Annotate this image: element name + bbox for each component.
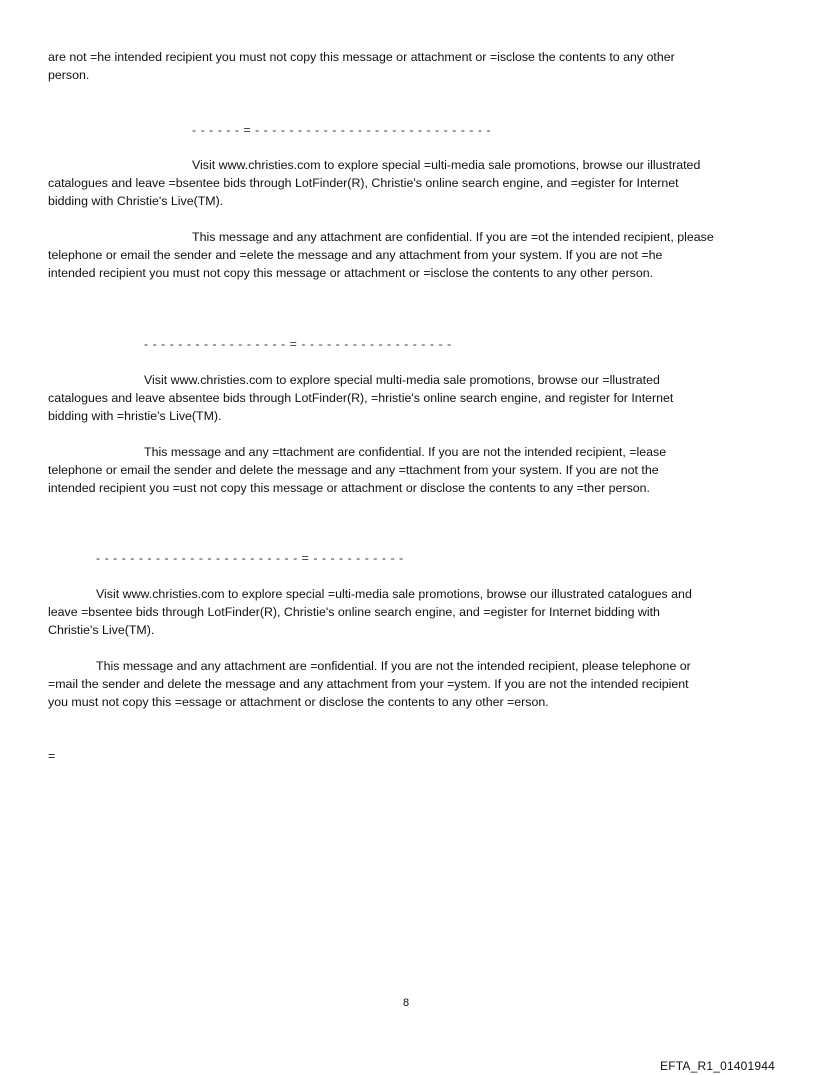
body-text-line: bidding with Christie's Live(TM). [48, 194, 224, 208]
body-text-line: person. [48, 68, 90, 82]
body-text-line: Visit www.christies.com to explore special multi-media sale promotions, browse our =llustrated [144, 373, 660, 387]
body-text-line: catalogues and leave =bsentee bids through LotFinder(R), Christie's online search engine, and =egister for Internet [48, 176, 679, 190]
body-text-line: Christie's Live(TM). [48, 623, 155, 637]
body-text-line: intended recipient you must not copy this message or attachment or =isclose the contents to any other person. [48, 266, 654, 280]
body-text-line: Visit www.christies.com to explore special =ulti-media sale promotions, browse our illustrated [192, 158, 701, 172]
page-number: 8 [403, 997, 410, 1009]
separator-line: - - - - - - = - - - - - - - - - - - - - - - - - - - - - - - - - - - - [192, 123, 492, 137]
body-text-line: intended recipient you =ust not copy this message or attachment or disclose the contents to any =ther person. [48, 481, 650, 495]
body-text-line: catalogues and leave absentee bids through LotFinder(R), =hristie's online search engine, and register for Internet [48, 391, 674, 405]
body-text-line: Visit www.christies.com to explore special =ulti-media sale promotions, browse our illustrated catalogues and [96, 587, 692, 601]
document-id: EFTA_R1_01401944 [660, 1059, 776, 1073]
body-text-line: This message and any attachment are =onfidential. If you are not the intended recipient, please telephone or [96, 659, 691, 673]
body-text-line: This message and any attachment are confidential. If you are =ot the intended recipient, please [192, 230, 714, 244]
body-text-line: are not =he intended recipient you must not copy this message or attachment or =isclose the contents to any other [48, 50, 675, 64]
separator-line: - - - - - - - - - - - - - - - - - - - - - - - - = - - - - - - - - - - - [96, 551, 404, 565]
body-text-line: leave =bsentee bids through LotFinder(R), Christie's online search engine, and =egister for Internet bidding with [48, 605, 660, 619]
body-text-line: you must not copy this =essage or attachment or disclose the contents to any other =erson. [48, 695, 549, 709]
separator-line: - - - - - - - - - - - - - - - - - = - - - - - - - - - - - - - - - - - - [144, 337, 452, 351]
body-text-line: =mail the sender and delete the message and any attachment from your =ystem. If you are not the intended recipient [48, 677, 689, 691]
body-text-line: This message and any =ttachment are confidential. If you are not the intended recipient, =lease [144, 445, 667, 459]
body-text-line: telephone or email the sender and delete the message and any =ttachment from your system. If you are not the [48, 463, 659, 477]
body-text-line: bidding with =hristie's Live(TM). [48, 409, 222, 423]
body-text-line: telephone or email the sender and =elete the message and any attachment from your system. If you are not =he [48, 248, 663, 262]
trailing-equals-mark: = [48, 749, 56, 763]
